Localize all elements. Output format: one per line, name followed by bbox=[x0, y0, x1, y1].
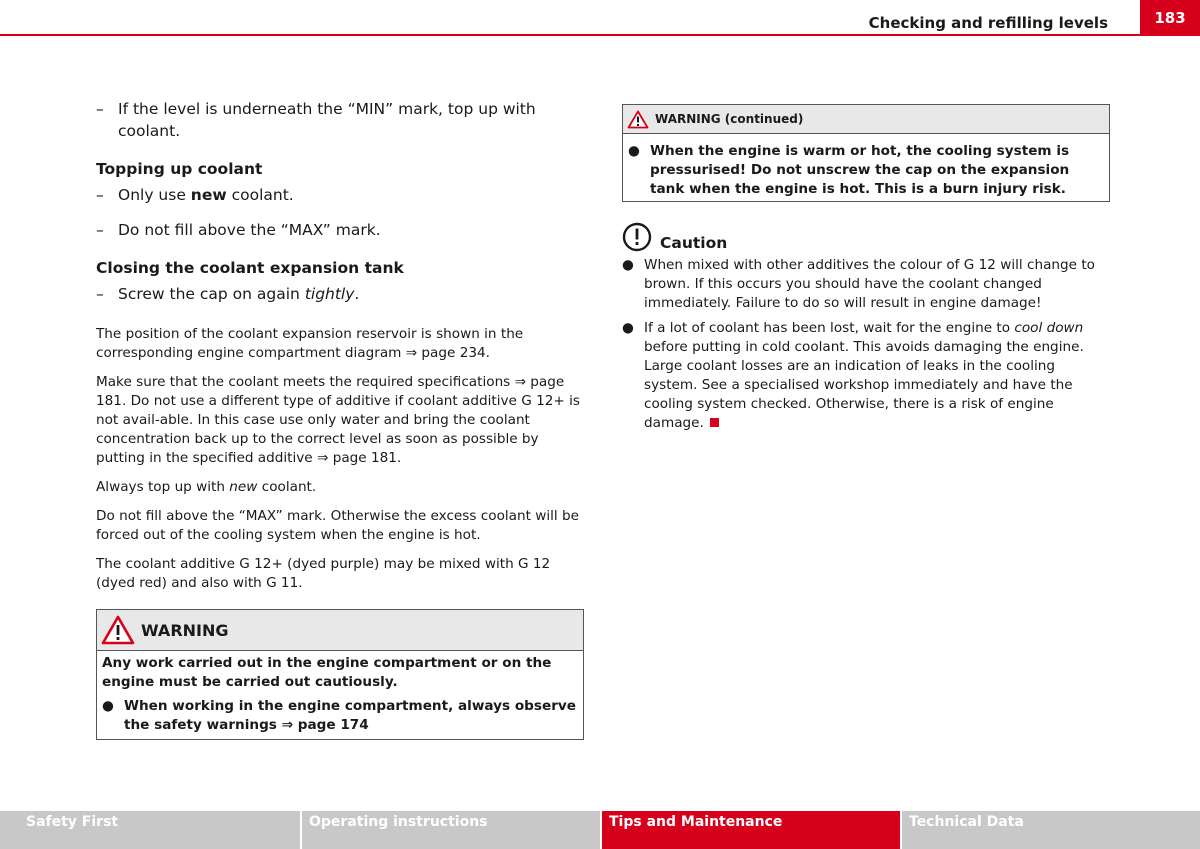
step-new-coolant: – Only use new coolant. bbox=[96, 186, 294, 204]
step-screw-cap: – Screw the cap on again tightly. bbox=[96, 285, 360, 303]
caution-title: Caution bbox=[660, 234, 728, 252]
topping-heading: Topping up coolant bbox=[96, 160, 263, 178]
end-of-section-marker-icon bbox=[710, 418, 719, 427]
bullet-icon: ● bbox=[628, 143, 640, 159]
warning-header bbox=[97, 610, 583, 651]
warning-continued-bullet: ● When the engine is warm or hot, the cooling system is pressurised! Do not unscrew the cap on the expansion tank when the engine is hot. This is a burn injury risk. bbox=[628, 143, 1070, 197]
warning-body bbox=[97, 651, 583, 739]
paragraph-additives: The coolant additive G 12+ (dyed purple) may be mixed with G 12 (dyed red) and also with G 11. bbox=[96, 556, 551, 591]
caution-exclamation-icon bbox=[622, 222, 652, 252]
bullet-icon: ● bbox=[622, 320, 634, 336]
warning-bullet: ● When working in the engine compartment, always observe the safety warnings ⇒ page 174 bbox=[102, 698, 576, 733]
tab-safety-first[interactable]: Safety First bbox=[0, 811, 300, 849]
bullet-icon: ● bbox=[102, 698, 114, 714]
paragraph-specifications: Make sure that the coolant meets the required specifications ⇒ page 181. Do not use a different type of additive if coolant additive G 12+ is not avail-able. In this case use only water and bring the coolant concentration back up to the correct level as soon as possible by putting in the specified additive ⇒ page 181. bbox=[96, 374, 580, 466]
right-column bbox=[622, 104, 1110, 433]
warning-continued-body bbox=[623, 134, 1109, 201]
tab-tips-and-maintenance[interactable]: Tips and Maintenance bbox=[600, 811, 900, 849]
step-max-mark: – Do not fill above the “MAX” mark. bbox=[96, 221, 381, 239]
left-column bbox=[96, 98, 584, 740]
warning-continued-box bbox=[622, 104, 1110, 202]
page-number: 183 bbox=[1140, 0, 1200, 36]
caution-bullet-2: ● If a lot of coolant has been lost, wait for the engine to cool down before putting in cold coolant. This avoids damaging the engine. Large coolant losses are an indication of leaks in the cooling system. See a specialised workshop immediately and have the cooling system checked. Otherwise, there is a risk of engine damage. bbox=[622, 320, 1084, 431]
footer-nav bbox=[0, 811, 1200, 849]
page-title: Checking and refilling levels bbox=[868, 14, 1108, 32]
caution-bullet-1: ● When mixed with other additives the colour of G 12 will change to brown. If this occurs you should have the coolant changed immediately. Failure to do so will result in engine damage! bbox=[622, 257, 1095, 311]
warning-continued-title: WARNING (continued) bbox=[655, 112, 804, 126]
warning-continued-header bbox=[623, 105, 1109, 134]
closing-heading: Closing the coolant expansion tank bbox=[96, 259, 404, 277]
warning-title: WARNING bbox=[141, 620, 229, 640]
caution-header bbox=[622, 222, 1110, 252]
header-rule bbox=[0, 34, 1140, 36]
tab-technical-data[interactable]: Technical Data bbox=[900, 811, 1200, 849]
paragraph-max-mark: Do not fill above the “MAX” mark. Otherwise the excess coolant will be forced out of the cooling system when the engine is hot. bbox=[96, 508, 580, 543]
tab-operating-instructions[interactable]: Operating instructions bbox=[300, 811, 600, 849]
paragraph-new-coolant: Always top up with new coolant. bbox=[96, 479, 317, 495]
warning-triangle-icon bbox=[627, 110, 649, 129]
bullet-icon: ● bbox=[622, 257, 634, 273]
warning-triangle-icon bbox=[101, 615, 135, 645]
step-check-level: – If the level is underneath the “MIN” mark, top up with coolant. bbox=[96, 100, 536, 140]
warning-box bbox=[96, 609, 584, 740]
warning-text: Any work carried out in the engine compartment or on the engine must be carried out cautiously. bbox=[102, 655, 552, 690]
paragraph-reservoir-position: The position of the coolant expansion reservoir is shown in the corresponding engine compartment diagram ⇒ page 234. bbox=[96, 326, 524, 361]
